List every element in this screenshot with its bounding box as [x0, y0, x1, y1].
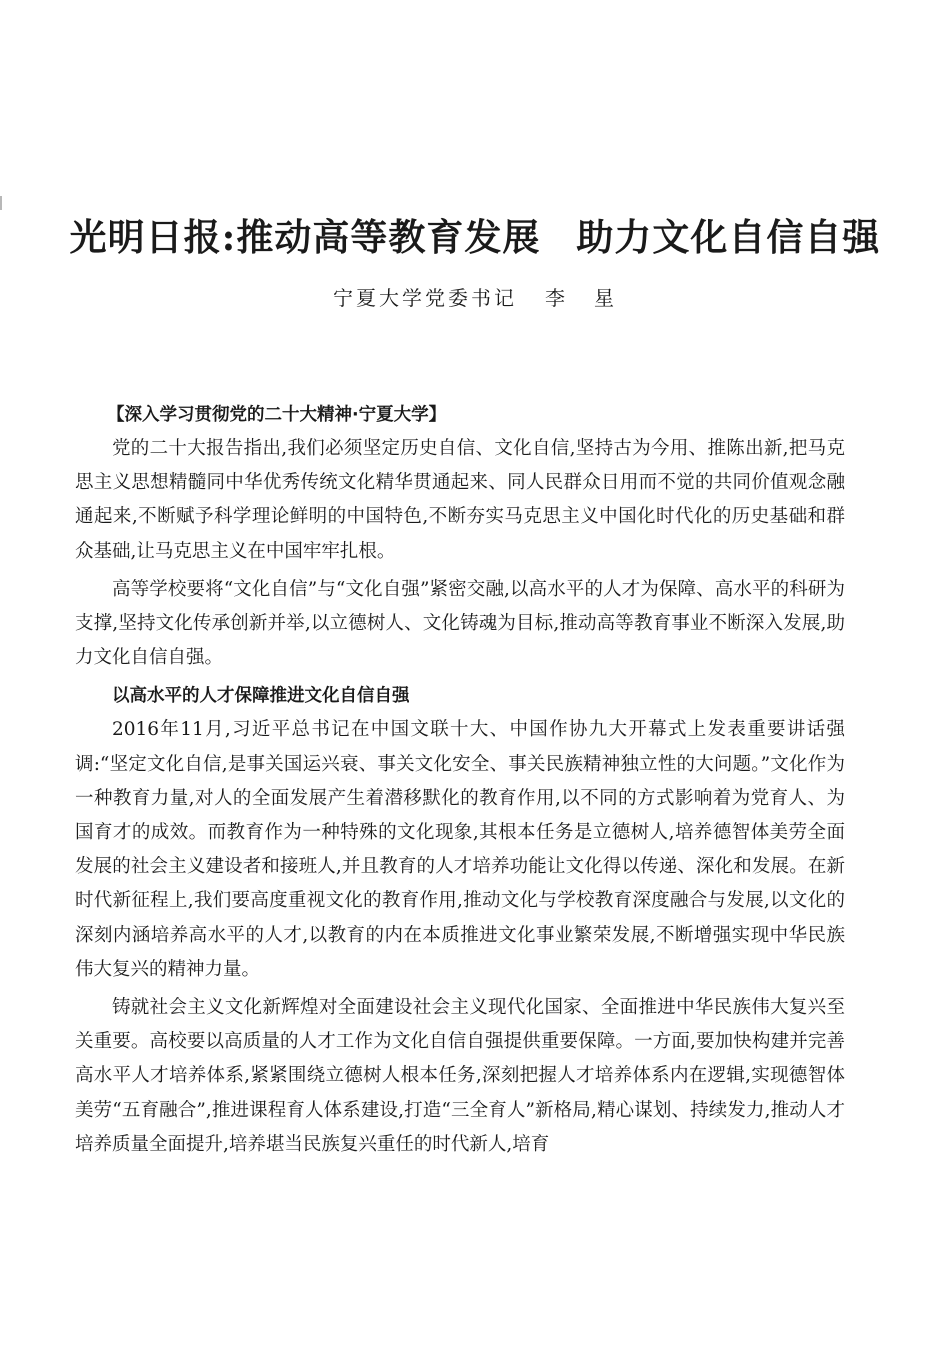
author-name-char2: 星	[594, 286, 617, 310]
author-byline	[40, 282, 910, 314]
paragraph: 党的二十大报告指出,我们必须坚定历史自信、文化自信,坚持古为今用、推陈出新,把马克思主义思想精髓同中华优秀传统文化精华贯通起来、同人民群众日用而不觉的共同价值观念融通起来,不断赋予科学理论鲜明的中国特色,不断夯实马克思主义中国化时代化的历史基础和群众基础,让马克思主义在中国牢牢扎根。	[75, 438, 845, 562]
paragraph: 高等学校要将“文化自信”与“文化自强”紧密交融,以高水平的人才为保障、高水平的科研为支撑,坚持文化传承创新并举,以立德树人、文化铸魂为目标,推动高等教育事业不断深入发展,助力文化自信自强。	[75, 578, 845, 669]
article-title-part1: 光明日报:推动高等教育发展	[69, 215, 541, 259]
section-tag: 【深入学习贯彻党的二十大精神·宁夏大学】	[107, 405, 447, 425]
author-affiliation: 宁夏大学党委书记	[333, 286, 517, 310]
scan-edge-mark	[0, 196, 2, 210]
article-body	[75, 398, 845, 1162]
article-title-part2: 助力文化自信自强	[576, 215, 881, 259]
section-subheading: 以高水平的人才保障推进文化自信自强	[112, 686, 410, 707]
author-name-char1: 李	[545, 286, 568, 310]
article-title	[40, 212, 910, 262]
paragraph: 2016年11月,习近平总书记在中国文联十大、中国作协九大开幕式上发表重要讲话强调:“坚定文化自信,是事关国运兴衰、事关文化安全、事关民族精神独立性的大问题。”文化作为一种教育力量,对人的全面发展产生着潜移默化的教育作用,以不同的方式影响着为党育人、为国育才的成效。而教育作为一种特殊的文化现象,其根本任务是立德树人,培养德智体美劳全面发展的社会主义建设者和接班人,并且教育的人才培养功能让文化得以传递、深化和发展。在新时代新征程上,我们要高度重视文化的教育作用,推动文化与学校教育深度融合与发展,以文化的深刻内涵培养高水平的人才,以教育的内在本质推进文化事业繁荣发展,不断增强实现中华民族伟大复兴的精神力量。	[75, 719, 845, 980]
paragraph: 铸就社会主义文化新辉煌对全面建设社会主义现代化国家、全面推进中华民族伟大复兴至关重要。高校要以高质量的人才工作为文化自信自强提供重要保障。一方面,要加快构建并完善高水平人才培养体系,紧紧围绕立德树人根本任务,深刻把握人才培养体系内在逻辑,实现德智体美劳“五育融合”,推进课程育人体系建设,打造“三全育人”新格局,精心谋划、持续发力,推动人才培养质量全面提升,培养堪当民族复兴重任的时代新人,培育	[75, 997, 845, 1155]
